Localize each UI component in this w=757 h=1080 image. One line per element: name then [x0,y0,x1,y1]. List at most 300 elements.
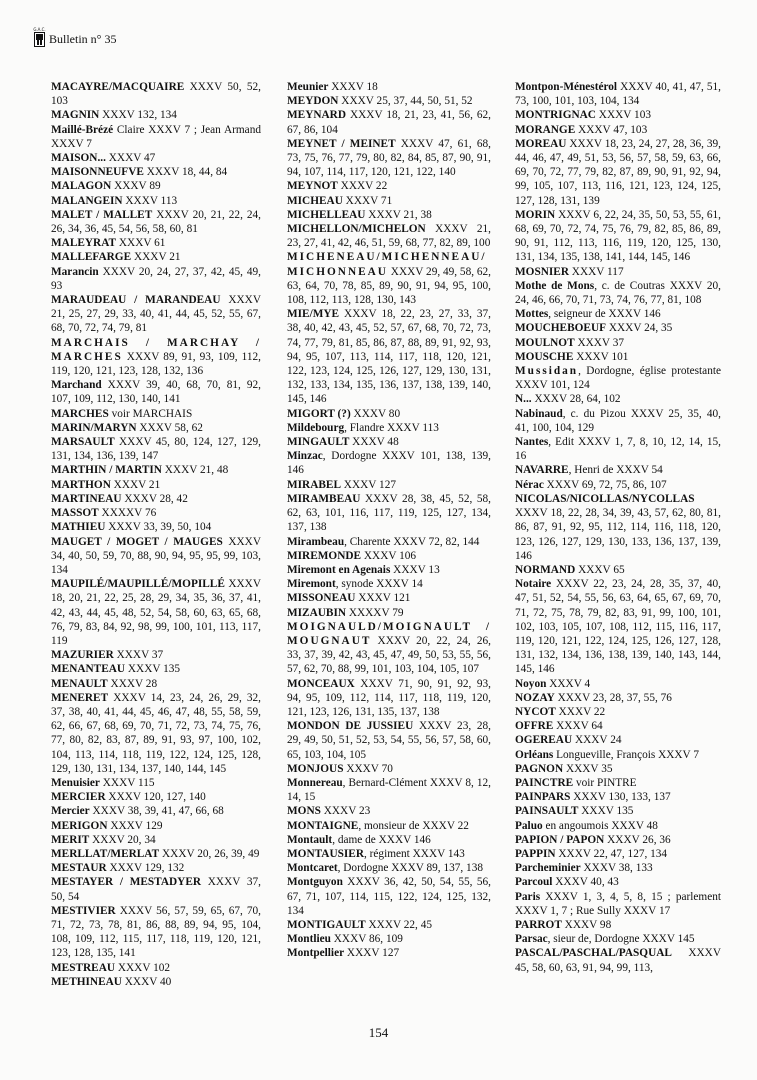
index-entry [515,577,721,676]
entry-name: Mussidan [515,365,579,378]
index-entry [515,819,721,833]
entry-references: XXXV 21, 23, 27, 41, 42, 46, 51, 59, 68, 77, 82, 89, 100 [287,223,491,250]
entry-name: MARCHAIS / MARCHAY / MARCHES [51,336,261,363]
entry-references: , monsieur de XXXV 22 [358,819,469,832]
entry-name: NORMAND [515,563,576,576]
entry-references: XXXV 47, 61, 68, 73, 75, 76, 77, 79, 80, 82, 84, 85, 87, 90, 91, 94, 107, 114, 117, 120, 121, 122, 140 [287,137,491,179]
entry-references: XXXV 70 [343,762,393,775]
index-entry [51,208,261,236]
entry-references: XXXV 23, 28, 37, 55, 76 [554,691,672,704]
index-entry [515,918,721,932]
entry-references: XXXV 21, 38 [365,208,432,221]
index-entry [515,279,721,307]
entry-name: MAUPILÉ/MAUPILLÉ/MOPILLÉ [51,578,225,591]
entry-references: XXXV 14, 23, 24, 26, 29, 32, 37, 38, 40, 41, 44, 45, 46, 47, 48, 55, 58, 59, 62, 66, 67, 68, 69, 70, 71, 72, 73, 74, 75, 76, 77, 80, 82, 83, 87, 89, 91, 93, 97, 100, 102, 104, 113, 114, 118, 119, 122, 124, 125, 128, 129, 130, 131, 134, 137, 140, 144, 145 [51,691,261,775]
entry-references: XXXV 47 [105,152,156,165]
index-entry [515,762,721,776]
entry-references: XXXV 37, 50, 54 [51,876,262,903]
entry-references: XXXV 26, 36 [604,833,671,846]
entry-references: , Bernard-Clément XXXV 8, 12, 14, 15 [287,776,491,804]
entry-name: Paris [515,890,541,903]
entry-name: Paluo [515,819,543,832]
logo-text: G.A.C. [33,27,46,32]
entry-references: XXXV 25, 37, 44, 50, 51, 52 [338,95,473,108]
entry-name: Meunier [287,81,329,93]
entry-references: XXXV 22 [555,705,606,718]
entry-references: XXXV 38, 39, 41, 47, 66, 68 [89,805,224,818]
entry-name: MONS [287,805,321,818]
index-entry [515,137,721,208]
index-entry [287,250,491,307]
index-entry [287,563,491,577]
index-entry [515,932,721,946]
index-entry [287,179,491,193]
entry-references: XXXV 47, 103 [575,123,648,136]
entry-name: MICHELLEAU [287,208,366,221]
entry-name: NICOLAS/NICOLLAS/NYCOLLAS [515,492,695,505]
index-entry [51,790,261,804]
logo-emblem-icon [34,32,45,47]
index-entry [51,691,261,776]
entry-references: XXXV 24 [572,734,622,747]
entry-name: MIREMONDE [287,549,362,562]
index-entry [515,407,721,435]
entry-name: MAZURIER [51,649,114,662]
entry-references: XXXV 18, 22, 28, 34, 39, 43, 57, 62, 80, 81, 86, 87, 91, 92, 95, 112, 114, 116, 118, 120, 123, 126, 127, 129, 130, 133, 136, 137, 139, 146 [515,507,721,562]
index-entry [51,875,261,903]
index-entry [287,719,491,762]
entry-name: Montcaret [287,862,338,875]
entry-references: XXXV 38, 133 [580,862,653,875]
entry-references: XXXV 64 [553,720,603,733]
entry-name: MARTINEAU [51,492,122,505]
index-entry [515,478,721,492]
entry-name: MALEYRAT [51,237,117,250]
index-entry [51,336,261,379]
index-entry [51,123,261,151]
entry-name: MALAGON [51,180,112,193]
bulletin-logo [33,27,46,47]
index-entry [51,847,261,861]
entry-name: Monnereau [287,776,343,789]
entry-references: XXXV 103 [595,109,651,122]
entry-name: Miremont [287,578,336,591]
entry-name: Montguyon [287,876,343,889]
entry-references: XXXV 29, 49, 58, 62, 63, 64, 70, 78, 85, 89, 90, 91, 94, 95, 100, 108, 112, 113, 128, 130, 143 [287,265,492,307]
entry-references: XXXV 48 [349,436,399,449]
index-entry [287,549,491,563]
index-entry [51,492,261,506]
entry-name: OGEREAU [515,734,573,747]
entry-name: MISSONEAU [287,592,356,605]
index-entry [515,336,721,350]
entry-name: Mirambeau [287,535,345,548]
index-entry [515,719,721,733]
entry-name: MEYNET / MEINET [287,137,396,150]
entry-references: XXXV 58, 62 [136,421,203,434]
index-entry [51,662,261,676]
index-entry [287,932,491,946]
index-entry [51,80,261,108]
entry-references: XXXV 33, 39, 50, 104 [105,521,212,534]
entry-name: MEYNOT [287,180,338,193]
index-entry [515,392,721,406]
entry-references: XXXV 23, 28, 29, 49, 50, 51, 52, 53, 54, 55, 56, 57, 58, 60, 65, 103, 104, 105 [287,720,491,761]
index-entry [287,208,491,222]
entry-name: MIZAUBIN [287,606,346,619]
entry-references: XXXV 98 [561,918,612,931]
entry-references: XXXV 18 [328,81,378,93]
index-entry [51,463,261,477]
entry-references: , Dordogne XXXV 89, 137, 138 [337,862,483,875]
entry-references: XXXV 71, 90, 91, 92, 93, 94, 95, 109, 112, 114, 117, 118, 119, 120, 121, 123, 126, 131, 135, 137, 138 [287,677,491,718]
entry-references: XXXV 89, 91, 93, 109, 112, 119, 120, 121, 123, 128, 132, 136 [51,350,261,378]
entry-references: XXXV 127 [344,947,400,960]
entry-name: MONTIGAULT [287,918,366,931]
entry-name: MOREAU [515,137,567,150]
entry-references: XXXV 89 [111,180,161,193]
page-header [33,17,116,47]
index-entry [287,875,491,918]
index-column-3 [515,80,721,975]
entry-references: XXXV 21 [131,251,181,264]
index-entry [287,435,491,449]
index-entry [515,748,721,762]
index-entry [287,222,491,250]
entry-references: XXXV 37 [113,649,164,662]
entry-name: OFFRE [515,720,554,733]
entry-references: XXXV 129 [107,819,163,832]
index-entry [287,478,491,492]
index-entry [51,819,261,833]
index-entry [287,591,491,605]
entry-name: Montpon-Ménestérol [515,81,618,93]
entry-references: XXXV 22, 23, 24, 28, 35, 37, 40, 47, 51, 52, 54, 55, 56, 63, 64, 65, 67, 69, 70, 71, 72, 75, 78, 79, 82, 83, 91, 99, 100, 101, 102, 103, 105, 107, 108, 112, 115, 116, 117, 119, 120, 121, 122, 124, 125, 126, 127, 128, 131, 132, 134, 136, 138, 139, 140, 143, 144, 145, 146 [515,578,721,676]
index-entry [51,961,261,975]
entry-name: MAISON... [51,152,106,165]
entry-name: MICHELLON/MICHELON [287,223,426,236]
index-entry [287,108,491,136]
index-entry [515,321,721,335]
index-entry [51,577,261,648]
index-entry [515,733,721,747]
entry-references: , c. du Pizou XXXV 25, 35, 40, 41, 100, 104, 129 [515,407,721,434]
entry-name: Marchand [51,379,102,392]
page-number: 154 [368,1025,389,1040]
entry-name: Noyon [515,677,547,690]
index-entry [51,648,261,662]
entry-references: XXXV 120, 127, 140 [105,791,206,804]
entry-name: Nantes [515,436,549,449]
entry-references: XXXV 40, 41, 47, 51, 73, 100, 101, 103, 104, 134 [515,81,721,108]
index-entry [51,151,261,165]
entry-name: MARTHON [51,478,111,491]
entry-name: Minzac [287,450,323,463]
index-entry [515,108,721,122]
entry-name: MESTIVIER [51,904,116,917]
entry-name: MENAULT [51,677,108,690]
entry-references: XXXV 18, 22, 23, 27, 33, 37, 38, 40, 42, 43, 45, 52, 57, 67, 68, 70, 72, 73, 74, 77, 79, 81, 85, 86, 87, 88, 89, 91, 92, 93, 94, 95, 107, 113, 114, 117, 118, 120, 121, 122, 123, 124, 125, 126, 127, 129, 130, 131, 132, 133, 134, 135, 136, 137, 138, 139, 140, 145, 146 [287,308,491,406]
entry-name: MARAUDEAU / MARANDEAU [51,294,221,307]
index-entry [287,194,491,208]
index-entry [287,762,491,776]
index-entry [51,194,261,208]
index-entry [51,421,261,435]
entry-name: Nérac [515,478,544,491]
entry-references: XXXV 117 [568,265,624,278]
index-entry [287,620,491,677]
index-entry [515,80,721,108]
entry-name: Mothe de Mons [515,279,595,292]
index-entry [515,350,721,364]
entry-references: XXXV 22, 45 [365,918,433,931]
index-entry [515,776,721,790]
index-entry [515,208,721,265]
entry-name: MALLEFARGE [51,251,132,264]
entry-name: MOULNOT [515,336,575,349]
entry-references: XXXXV 79 [346,606,404,619]
entry-name: MONDON DE JUSSIEU [287,720,414,733]
index-entry [515,463,721,477]
index-entry [515,265,721,279]
index-entry [287,918,491,932]
entry-name: MERIT [51,833,90,846]
entry-name: MOIGNAULD/MOIGNAULT / MOUGNAUT [287,620,491,647]
entry-references: XXXV 1, 3, 4, 5, 8, 15 ; parlement XXXV 1, 7 ; Rue Sully XXXV 17 [515,890,721,917]
entry-references: XXXV 34, 40, 50, 59, 70, 88, 90, 94, 95, 95, 99, 103, 134 [51,535,261,576]
index-entry [287,577,491,591]
entry-references: XXXV 20, 21, 22, 24, 26, 34, 36, 45, 54, 56, 58, 60, 81 [51,208,261,236]
entry-references: , sieur de, Dordogne XXXV 145 [547,933,695,946]
entry-references: XXXV 20, 24, 27, 37, 42, 45, 49, 93 [51,265,261,292]
entry-references: XXXV 22 [337,180,388,193]
entry-references: , Charente XXXV 72, 82, 144 [344,535,480,548]
index-entry [287,80,491,94]
entry-name: Mottes [515,308,549,321]
entry-name: MONCEAUX [287,677,355,690]
entry-references: XXXV 127 [340,478,397,491]
entry-references: XXXV 71 [342,194,393,207]
index-entry [51,108,261,122]
entry-name: MESTREAU [51,961,116,974]
entry-name: Nabinaud [515,407,563,420]
entry-name: PAPPIN [515,847,556,860]
entry-references: XXXV 20, 22, 24, 26, 33, 37, 39, 42, 43, 45, 47, 49, 50, 53, 55, 56, 57, 62, 70, 88, 99, 101, 103, 104, 105, 107 [287,634,491,676]
entry-references: XXXV 21, 25, 27, 29, 33, 40, 41, 44, 45, 52, 55, 67, 68, 70, 72, 74, 79, 81 [51,294,261,335]
index-column-1 [51,80,261,989]
index-entry [51,506,261,520]
entry-references: XXXV 20, 26, 39, 49 [159,847,260,860]
entry-references: XXXV 28, 64, 102 [531,393,621,406]
entry-references: , dame de XXXV 146 [332,833,431,846]
index-entry [51,250,261,264]
index-entry [515,890,721,918]
entry-name: MORANGE [515,123,576,136]
entry-references: XXXV 36, 42, 50, 54, 55, 56, 67, 71, 107, 114, 115, 122, 124, 125, 132, 134 [287,876,491,917]
entry-references: XXXV 69, 72, 75, 86, 107 [543,478,667,491]
entry-name: MENERET [51,691,109,704]
entry-name: Maillé-Brézé [51,123,114,136]
index-entry [51,179,261,193]
entry-references: XXXV 61 [116,237,166,250]
entry-name: MERLLAT/MERLAT [51,847,160,860]
entry-references: XXXV 37 [574,336,624,349]
index-entry [51,265,261,293]
entry-references: XXXV 65 [575,563,625,576]
entry-references: Longueville, François XXXV 7 [553,748,699,761]
entry-references: , Flandre XXXV 113 [344,421,439,434]
index-entry [287,946,491,960]
entry-name: MICHENEAU/MICHENNEAU/ MICHONNEAU [287,251,487,278]
entry-name: MIRABEL [287,478,341,491]
entry-references: XXXV 115 [99,776,155,789]
entry-references: , Henri de XXXV 54 [568,464,663,477]
entry-references: XXXV 106 [361,549,417,562]
entry-name: MACAYRE/MACQUAIRE [51,81,185,93]
index-entry [515,563,721,577]
entry-name: MEYNARD [287,109,346,122]
index-entry [51,861,261,875]
index-entry [515,307,721,321]
entry-name: MERCIER [51,791,106,804]
entry-references: , Dordogne, église protestante XXXV 101, 124 [515,365,721,392]
entry-references: XXXV 45, 58, 60, 63, 91, 94, 99, 113, [515,947,721,974]
index-entry [515,847,721,861]
entry-name: Miremont en Agenais [287,563,391,576]
index-entry [287,94,491,108]
entry-references: XXXV 28, 38, 45, 52, 58, 62, 63, 101, 116, 117, 119, 125, 127, 134, 137, 138 [287,492,491,534]
entry-references: , Edit XXXV 1, 7, 8, 10, 12, 14, 15, 16 [515,436,721,463]
entry-references: XXXV 21 [110,478,161,491]
entry-name: NYCOT [515,705,556,718]
entry-name: PASCAL/PASCHAL/PASQUAL [515,947,672,960]
index-entry [515,123,721,137]
entry-name: NOZAY [515,691,555,704]
index-entry [515,790,721,804]
entry-name: PAGNON [515,762,564,775]
index-entry [515,677,721,691]
entry-references: XXXV 4 [546,677,591,690]
index-entry [287,137,491,180]
entry-references: XXXV 23 [320,805,371,818]
index-entry [51,677,261,691]
entry-references: XXXV 45, 80, 124, 127, 129, 131, 134, 136, 139, 147 [51,436,261,463]
entry-references: XXXV 135 [578,805,634,818]
index-entry [51,407,261,421]
index-entry [51,165,261,179]
entry-references: , régiment XXXV 143 [364,847,465,860]
index-entry [287,819,491,833]
entry-name: Mercier [51,805,90,818]
index-entry [287,776,491,804]
index-entry [287,606,491,620]
entry-name: MASSOT [51,507,99,520]
entry-name: MOUSCHE [515,350,574,363]
index-entry [51,378,261,406]
index-entry [51,293,261,336]
entry-name: MESTAYER / MESTADYER [51,876,202,889]
index-entry [51,776,261,790]
entry-references: , seigneur de XXXV 146 [548,308,661,321]
index-entry [51,236,261,250]
entry-references: XXXV 56, 57, 59, 65, 67, 70, 71, 72, 73, 78, 81, 86, 88, 89, 94, 95, 104, 108, 109, 112, 115, 117, 118, 119, 120, 121, 123, 128, 135, 141 [51,904,261,960]
entry-name: NAVARRE [515,464,569,477]
entry-references: XXXV 20, 34 [89,833,156,846]
index-entry [51,833,261,847]
entry-references: XXXV 22, 47, 127, 134 [555,847,668,860]
entry-name: MEYDON [287,95,339,108]
entry-name: Orléans [515,748,554,761]
index-entry [287,861,491,875]
entry-name: Parsac [515,933,548,946]
entry-references: XXXV 132, 134 [99,109,177,122]
entry-references: XXXV 101 [573,350,629,363]
entry-references: XXXV 135 [125,663,181,676]
entry-name: MICHEAU [287,194,343,207]
entry-name: MARTHIN / MARTIN [51,464,162,477]
entry-name: MESTAUR [51,862,107,875]
entry-references: Claire XXXV 7 ; Jean Armand XXXV 7 [51,123,261,150]
index-entry [287,421,491,435]
index-entry [51,804,261,818]
entry-references: , synode XXXV 14 [335,578,423,591]
index-entry [287,847,491,861]
index-entry [515,492,721,563]
entry-references: XXXV 80 [350,407,401,420]
index-entry [515,833,721,847]
entry-name: PAINCTRE [515,776,574,789]
entry-references: XXXV 39, 40, 68, 70, 81, 92, 107, 109, 112, 130, 140, 141 [51,379,261,406]
index-entry [51,975,261,989]
entry-name: Notaire [515,578,552,591]
index-entry [51,535,261,578]
entry-name: MAGNIN [51,109,100,122]
entry-name: MIGORT (?) [287,407,351,420]
entry-name: MORIN [515,208,556,221]
entry-references: XXXV 86, 109 [330,933,403,946]
entry-name: MONTAUSIER [287,847,364,860]
entry-name: MENANTEAU [51,663,126,676]
index-entry [515,946,721,974]
entry-name: MALANGEIN [51,194,123,207]
entry-references: XXXV 28 [107,677,158,690]
bulletin-title: Bulletin n° 35 [49,32,117,46]
entry-references: XXXV 113 [122,194,178,207]
entry-references: XXXV 50, 52, 103 [51,81,261,108]
entry-references: , Dordogne XXXV 101, 138, 139, 146 [287,450,491,477]
index-entry [515,364,721,392]
entry-name: MALET / MALLET [51,208,153,221]
index-entry [515,435,721,463]
index-entry [515,705,721,719]
entry-references: voir PINTRE [573,776,637,789]
index-entry [515,691,721,705]
entry-name: METHINEAU [51,975,122,988]
entry-name: MAUGET / MOGET / MAUGES [51,535,223,548]
entry-name: MIE/MYE [287,308,340,321]
entry-references: XXXV 18, 20, 21, 22, 25, 28, 29, 34, 35, 36, 37, 41, 42, 43, 44, 45, 48, 52, 54, 58, 60, 63, 65, 68, 76, 79, 83, 84, 92, 98, 99, 100, 101, 113, 117, 119 [51,578,261,647]
entry-references: XXXV 21, 48 [161,464,229,477]
entry-name: MATHIEU [51,521,106,534]
index-entry [515,861,721,875]
entry-name: Montault [287,833,333,846]
index-entry [287,833,491,847]
index-entry [287,535,491,549]
entry-references: XXXV 35 [563,762,613,775]
entry-references: XXXV 18, 23, 24, 27, 28, 36, 39, 44, 46, 47, 49, 51, 53, 56, 57, 58, 59, 63, 66, 69, 70, 72, 77, 79, 82, 87, 89, 90, 91, 92, 94, 99, 105, 107, 113, 116, 121, 123, 124, 125, 127, 128, 131, 139 [515,137,721,207]
entry-references: XXXV 18, 44, 84 [143,166,228,179]
entry-name: MOUCHEBOEUF [515,322,607,335]
